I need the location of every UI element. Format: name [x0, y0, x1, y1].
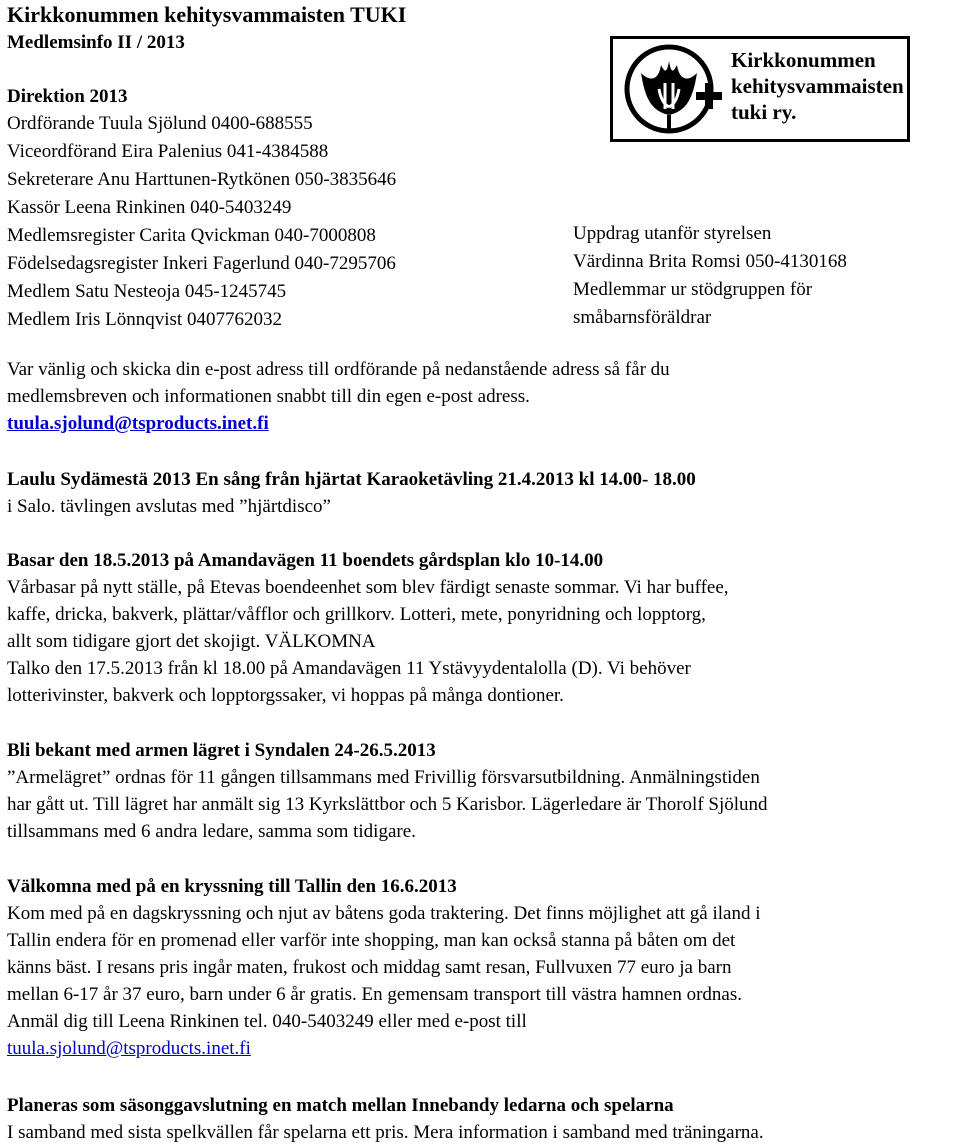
board-member: Ordförande Tuula Sjölund 0400-688555: [7, 113, 313, 134]
cruise-text: Anmäl dig till Leena Rinkinen tel. 040-5403249 eller med e-post till: [7, 1011, 527, 1032]
email-notice-section: [7, 356, 955, 437]
email-notice-text: Var vänlig och skicka din e-post adress till ordförande på nedanstående adress så får du: [7, 359, 670, 380]
basar-text: kaffe, dricka, bakverk, plättar/våfflor och grillkorv. Lotteri, mete, ponyridning och lopptorg,: [7, 604, 706, 625]
board-member: Viceordförand Eira Palenius 041-4384588: [7, 141, 329, 162]
karaoke-section: [7, 466, 955, 520]
logo-text: [731, 47, 904, 125]
army-camp-section: [7, 737, 955, 845]
board-member: Medlemsregister Carita Qvickman 040-7000808: [7, 225, 376, 246]
board-member-list: [7, 110, 396, 334]
cruise-text: Kom med på en dagskryssning och njut av båtens goda traktering. Det finns möjlighet att gå iland i: [7, 903, 761, 924]
cruise-text: känns bäst. I resans pris ingår maten, frukost och middag samt resan, Fullvuxen 77 euro ja barn: [7, 957, 732, 978]
flower-cross-logo-icon: [621, 43, 727, 135]
basar-text: Talko den 17.5.2013 från kl 18.00 på Amandavägen 11 Ystävyydentalolla (D). Vi behöver: [7, 658, 691, 679]
season-end-text: I samband med sista spelkvällen får spelarna ett pris. Mera information i samband med träningarna.: [7, 1122, 764, 1143]
outside-board-line: Uppdrag utanför styrelsen: [573, 223, 772, 244]
board-member: Födelsedagsregister Inkeri Fagerlund 040-7295706: [7, 253, 396, 274]
cruise-text: mellan 6-17 år 37 euro, barn under 6 år gratis. En gemensam transport till västra hamnen ordnas.: [7, 984, 742, 1005]
basar-heading: Basar den 18.5.2013 på Amandavägen 11 boendets gårdsplan klo 10-14.00: [7, 550, 604, 571]
cruise-heading: Välkomna med på en kryssning till Tallin den 16.6.2013: [7, 876, 457, 897]
army-camp-text: har gått ut. Till lägret har anmält sig 13 Kyrkslättbor och 5 Karisbor. Lägerledare är Thorolf Sjölund: [7, 794, 768, 815]
army-camp-text: ”Armelägret” ordnas för 11 gången tillsammans med Frivillig försvarsutbildning. Anmälningstiden: [7, 767, 760, 788]
page-title: Kirkkonummen kehitysvammaisten TUKI: [7, 2, 407, 27]
cruise-section: [7, 873, 955, 1062]
board-member: Medlem Satu Nesteoja 045-1245745: [7, 281, 287, 302]
army-camp-heading: Bli bekant med armen lägret i Syndalen 24-26.5.2013: [7, 740, 436, 761]
basar-text: lotterivinster, bakverk och lopptorgssaker, vi hoppas på många dontioner.: [7, 685, 564, 706]
cruise-email-link[interactable]: tuula.sjolund@tsproducts.inet.fi: [7, 1038, 251, 1059]
basar-text: Vårbasar på nytt ställe, på Etevas boendeenhet som blev färdigt senaste sommar. Vi har buffee,: [7, 577, 729, 598]
cruise-text: Tallin endera för en promenad eller varför inte shopping, man kan också stanna på båten om det: [7, 930, 736, 951]
board-member: Sekreterare Anu Harttunen-Rytkönen 050-3835646: [7, 169, 397, 190]
logo-text-line: tuki ry.: [731, 100, 797, 124]
board-member: Medlem Iris Lönnqvist 0407762032: [7, 309, 282, 330]
basar-text: allt som tidigare gjort det skojigt. VÄLKOMNA: [7, 631, 376, 652]
season-end-heading: Planeras som säsonggavslutning en match mellan Innebandy ledarna och spelarna: [7, 1095, 674, 1116]
organization-logo: [610, 36, 910, 142]
board-member: Kassör Leena Rinkinen 040-5403249: [7, 197, 292, 218]
outside-board-section: [573, 220, 847, 332]
logo-text-line: kehitysvammaisten: [731, 74, 904, 98]
page-subtitle: Medlemsinfo II / 2013: [7, 32, 185, 53]
army-camp-text: tillsammans med 6 andra ledare, samma som tidigare.: [7, 821, 416, 842]
outside-board-line: Värdinna Brita Romsi 050-4130168: [573, 251, 847, 272]
outside-board-line: småbarnsföräldrar: [573, 307, 712, 328]
board-heading: Direktion 2013: [7, 86, 128, 107]
karaoke-text: i Salo. tävlingen avslutas med ”hjärtdisco”: [7, 496, 331, 517]
logo-text-line: Kirkkonummen: [731, 48, 876, 72]
outside-board-line: Medlemmar ur stödgruppen för: [573, 279, 813, 300]
karaoke-heading: Laulu Sydämestä 2013 En sång från hjärtat Karaoketävling 21.4.2013 kl 14.00- 18.00: [7, 469, 696, 490]
email-link[interactable]: tuula.sjolund@tsproducts.inet.fi: [7, 413, 269, 434]
basar-section: [7, 547, 955, 709]
email-notice-text: medlemsbreven och informationen snabbt till din egen e-post adress.: [7, 386, 530, 407]
season-end-section: [7, 1092, 955, 1146]
